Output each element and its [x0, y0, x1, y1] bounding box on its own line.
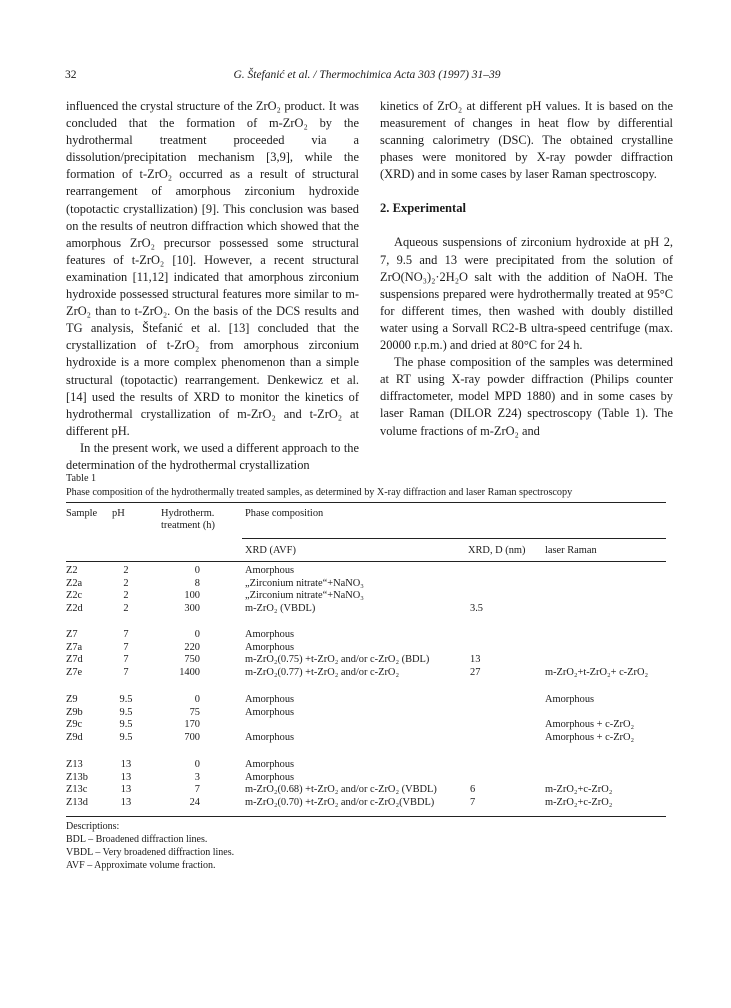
left-paragraph-2: In the present work, we used a different approach to the determination of the hydrothermal crystallization [66, 440, 359, 472]
cell-ph: 2 [123, 565, 129, 576]
cell-treatment: 1400 [179, 666, 200, 678]
cell-laser-raman: Amorphous [545, 694, 595, 705]
cell-ph: 13 [120, 796, 132, 808]
running-title: G. Štefanić et al. / Thermochimica Acta 303 (1997) 31–39 [233, 69, 501, 81]
cell-xrd-avf: m-ZrO₂(0.77) +t-ZrO₂ and/or c-ZrO₂ [245, 666, 400, 678]
table-header-rule [66, 561, 666, 562]
cell-sample: Z9d [66, 731, 83, 743]
header-sample: Sample [66, 508, 98, 519]
header-ph: pH [112, 508, 125, 519]
page-number: 32 [65, 69, 77, 81]
cell-treatment: 75 [189, 706, 200, 718]
cell-xrd-avf: Amorphous [245, 565, 295, 576]
cell-ph: 13 [120, 771, 132, 783]
cell-xrd-d: 27 [470, 666, 481, 678]
cell-laser-raman: Amorphous + c-ZrO₂ [545, 731, 635, 743]
cell-laser-raman: Amorphous + c-ZrO₂ [545, 719, 635, 731]
cell-sample: Z13 [66, 759, 83, 770]
cell-xrd-d: 7 [470, 796, 476, 808]
cell-sample: Z2c [66, 590, 83, 602]
cell-treatment: 750 [184, 654, 200, 666]
cell-ph: 7 [123, 666, 129, 678]
cell-laser-raman: m-ZrO₂+c-ZrO₂ [545, 796, 613, 808]
table-phase-rule [242, 538, 666, 539]
cell-treatment: 0 [194, 565, 200, 576]
cell-sample: Z7e [66, 666, 83, 678]
cell-ph: 9.5 [119, 706, 133, 718]
left-paragraph-1: influenced the crystal structure of the ZrO₂ product. It was concluded that the formation of m-ZrO₂ by the hydrothermal treatment proceeded via a dissolution/precipitation mechanism [3,9], while the formation of t-ZrO₂ occurred as a result of structural rearrangement of amorphous zirconium hydroxide (topotactic crystallization) [9]. This conclusion was based on the results of neutron diffraction which showed that the amorphous ZrO₂ precursor possessed some structural features of t-ZrO₂ [10]. However, a recent structural examination [11,12] indicated that amorphous zirconium hydroxide possessed structural features more similar to m-ZrO₂ than to t-ZrO₂. On the basis of the DCS results and TG analysis, Štefanić et al. [13] concluded that the crystallization of t-ZrO₂ from amorphous zirconium hydroxide is a more complex phenomenon than a simple structural (topotactic) rearrangement. Denkewicz et al. [14] used the results of XRD to monitor the kinetics of hydrothermal crystallization of m-ZrO₂ and t-ZrO₂ at different pH. [66, 99, 359, 438]
cell-sample: Z7d [66, 654, 83, 666]
cell-xrd-avf: Amorphous [245, 731, 295, 743]
cell-ph: 9.5 [119, 731, 133, 743]
cell-sample: Z13b [66, 771, 88, 783]
cell-ph: 7 [123, 654, 129, 666]
header-phase-composition: Phase composition [245, 508, 324, 519]
cell-treatment: 170 [184, 719, 200, 731]
cell-ph: 13 [120, 759, 132, 770]
cell-xrd-avf: m-ZrO₂ (VBDL) [245, 602, 316, 614]
table-caption: Phase composition of the hydrothermally treated samples, as determined by X-ray diffraction and laser Raman spectroscopy [66, 486, 573, 498]
note-line: AVF – Approximate volume fraction. [66, 860, 216, 871]
cell-treatment: 24 [189, 796, 200, 808]
header-treatment: Hydrotherm. treatment (h) [161, 508, 215, 531]
cell-treatment: 700 [184, 731, 200, 743]
table-notes [66, 820, 234, 872]
cell-laser-raman: m-ZrO₂+t-ZrO₂+ c-ZrO₂ [545, 666, 649, 678]
cell-sample: Z9c [66, 719, 83, 731]
cell-ph: 2 [123, 602, 129, 614]
cell-xrd-avf: „Zirconium nitrate“+NaNO₃ [245, 577, 364, 589]
right-paragraph-3: The phase composition of the samples was determined at RT using X-ray powder diffraction (Philips counter diffractometer, model MPD 1880) and in some cases by laser Raman (DILOR Z24) spectroscopy (Table 1). The volume fractions of m-ZrO₂ and [380, 355, 673, 438]
cell-sample: Z7 [66, 629, 78, 640]
cell-xrd-avf: Amorphous [245, 694, 295, 705]
cell-ph: 13 [120, 784, 132, 796]
cell-xrd-avf: „Zirconium nitrate“+NaNO₃ [245, 590, 364, 602]
table-caption-block [66, 472, 666, 499]
note-line: Descriptions: [66, 821, 120, 832]
cell-treatment: 0 [194, 759, 200, 770]
header-xrd-d: XRD, D (nm) [468, 545, 526, 556]
cell-treatment: 3 [194, 771, 200, 783]
note-line: VBDL – Very broadened diffraction lines. [66, 847, 235, 858]
table-label: Table 1 [66, 473, 97, 484]
cell-xrd-avf: m-ZrO₂(0.75) +t-ZrO₂ and/or c-ZrO₂ (BDL) [245, 654, 430, 666]
cell-sample: Z7a [66, 641, 83, 653]
right-column [380, 98, 673, 440]
cell-treatment: 0 [194, 629, 200, 640]
right-paragraph-1: kinetics of ZrO₂ at different pH values. It is based on the measurement of changes in heat flow by differential scanning calorimetry (DSC). The obtained crystalline phases were monitored by X-ray powder diffraction (XRD) and in some cases by laser Raman spectroscopy. [380, 99, 673, 182]
cell-treatment: 300 [184, 602, 200, 614]
cell-sample: Z2a [66, 577, 83, 589]
cell-xrd-avf: Amorphous [245, 641, 295, 653]
cell-xrd-d: 6 [470, 784, 476, 796]
cell-sample: Z13d [66, 796, 88, 808]
cell-xrd-avf: m-ZrO₂(0.68) +t-ZrO₂ and/or c-ZrO₂ (VBDL) [245, 784, 437, 796]
cell-xrd-avf: Amorphous [245, 629, 295, 640]
cell-xrd-avf: Amorphous [245, 759, 295, 770]
section-heading: 2. Experimental [380, 201, 467, 216]
cell-ph: 2 [123, 577, 129, 589]
cell-sample: Z13c [66, 784, 88, 796]
cell-xrd-d: 3.5 [470, 602, 483, 614]
cell-treatment: 0 [194, 694, 200, 705]
table-top-rule [66, 502, 666, 503]
cell-sample: Z2 [66, 565, 78, 576]
cell-xrd-avf: Amorphous [245, 771, 295, 783]
cell-sample: Z9 [66, 694, 78, 705]
cell-treatment: 220 [184, 641, 200, 653]
cell-sample: Z9b [66, 706, 83, 718]
cell-ph: 7 [123, 641, 129, 653]
cell-treatment: 100 [184, 590, 200, 602]
cell-laser-raman: m-ZrO₂+c-ZrO₂ [545, 784, 613, 796]
cell-ph: 9.5 [119, 719, 133, 731]
cell-xrd-avf: Amorphous [245, 706, 295, 718]
cell-ph: 2 [123, 590, 129, 602]
header-laser-raman: laser Raman [545, 545, 597, 556]
left-column [66, 98, 359, 474]
header-xrd-avf: XRD (AVF) [245, 545, 296, 556]
cell-treatment: 7 [194, 784, 200, 796]
right-paragraph-2: Aqueous suspensions of zirconium hydroxide at pH 2, 7, 9.5 and 13 were precipitated from the solution of ZrO(NO₃)₂·2H₂O salt with the addition of NaOH. The suspensions prepared were hydrothermally treated at 95°C for different times, then washed with doubly distilled water using a Sorvall RC2-B ultra-speed centrifuge (max. 20000 r.p.m.) and dried at 80°C for 24 h. [380, 235, 673, 353]
cell-sample: Z2d [66, 602, 83, 614]
cell-ph: 7 [123, 629, 129, 640]
cell-treatment: 8 [194, 577, 200, 589]
cell-xrd-avf: m-ZrO₂(0.70) +t-ZrO₂ and/or c-ZrO₂(VBDL) [245, 796, 435, 808]
cell-ph: 9.5 [119, 694, 133, 705]
cell-xrd-d: 13 [470, 654, 481, 666]
table-bottom-rule [66, 816, 666, 817]
running-header [65, 69, 669, 83]
note-line: BDL – Broadened diffraction lines. [66, 834, 208, 845]
